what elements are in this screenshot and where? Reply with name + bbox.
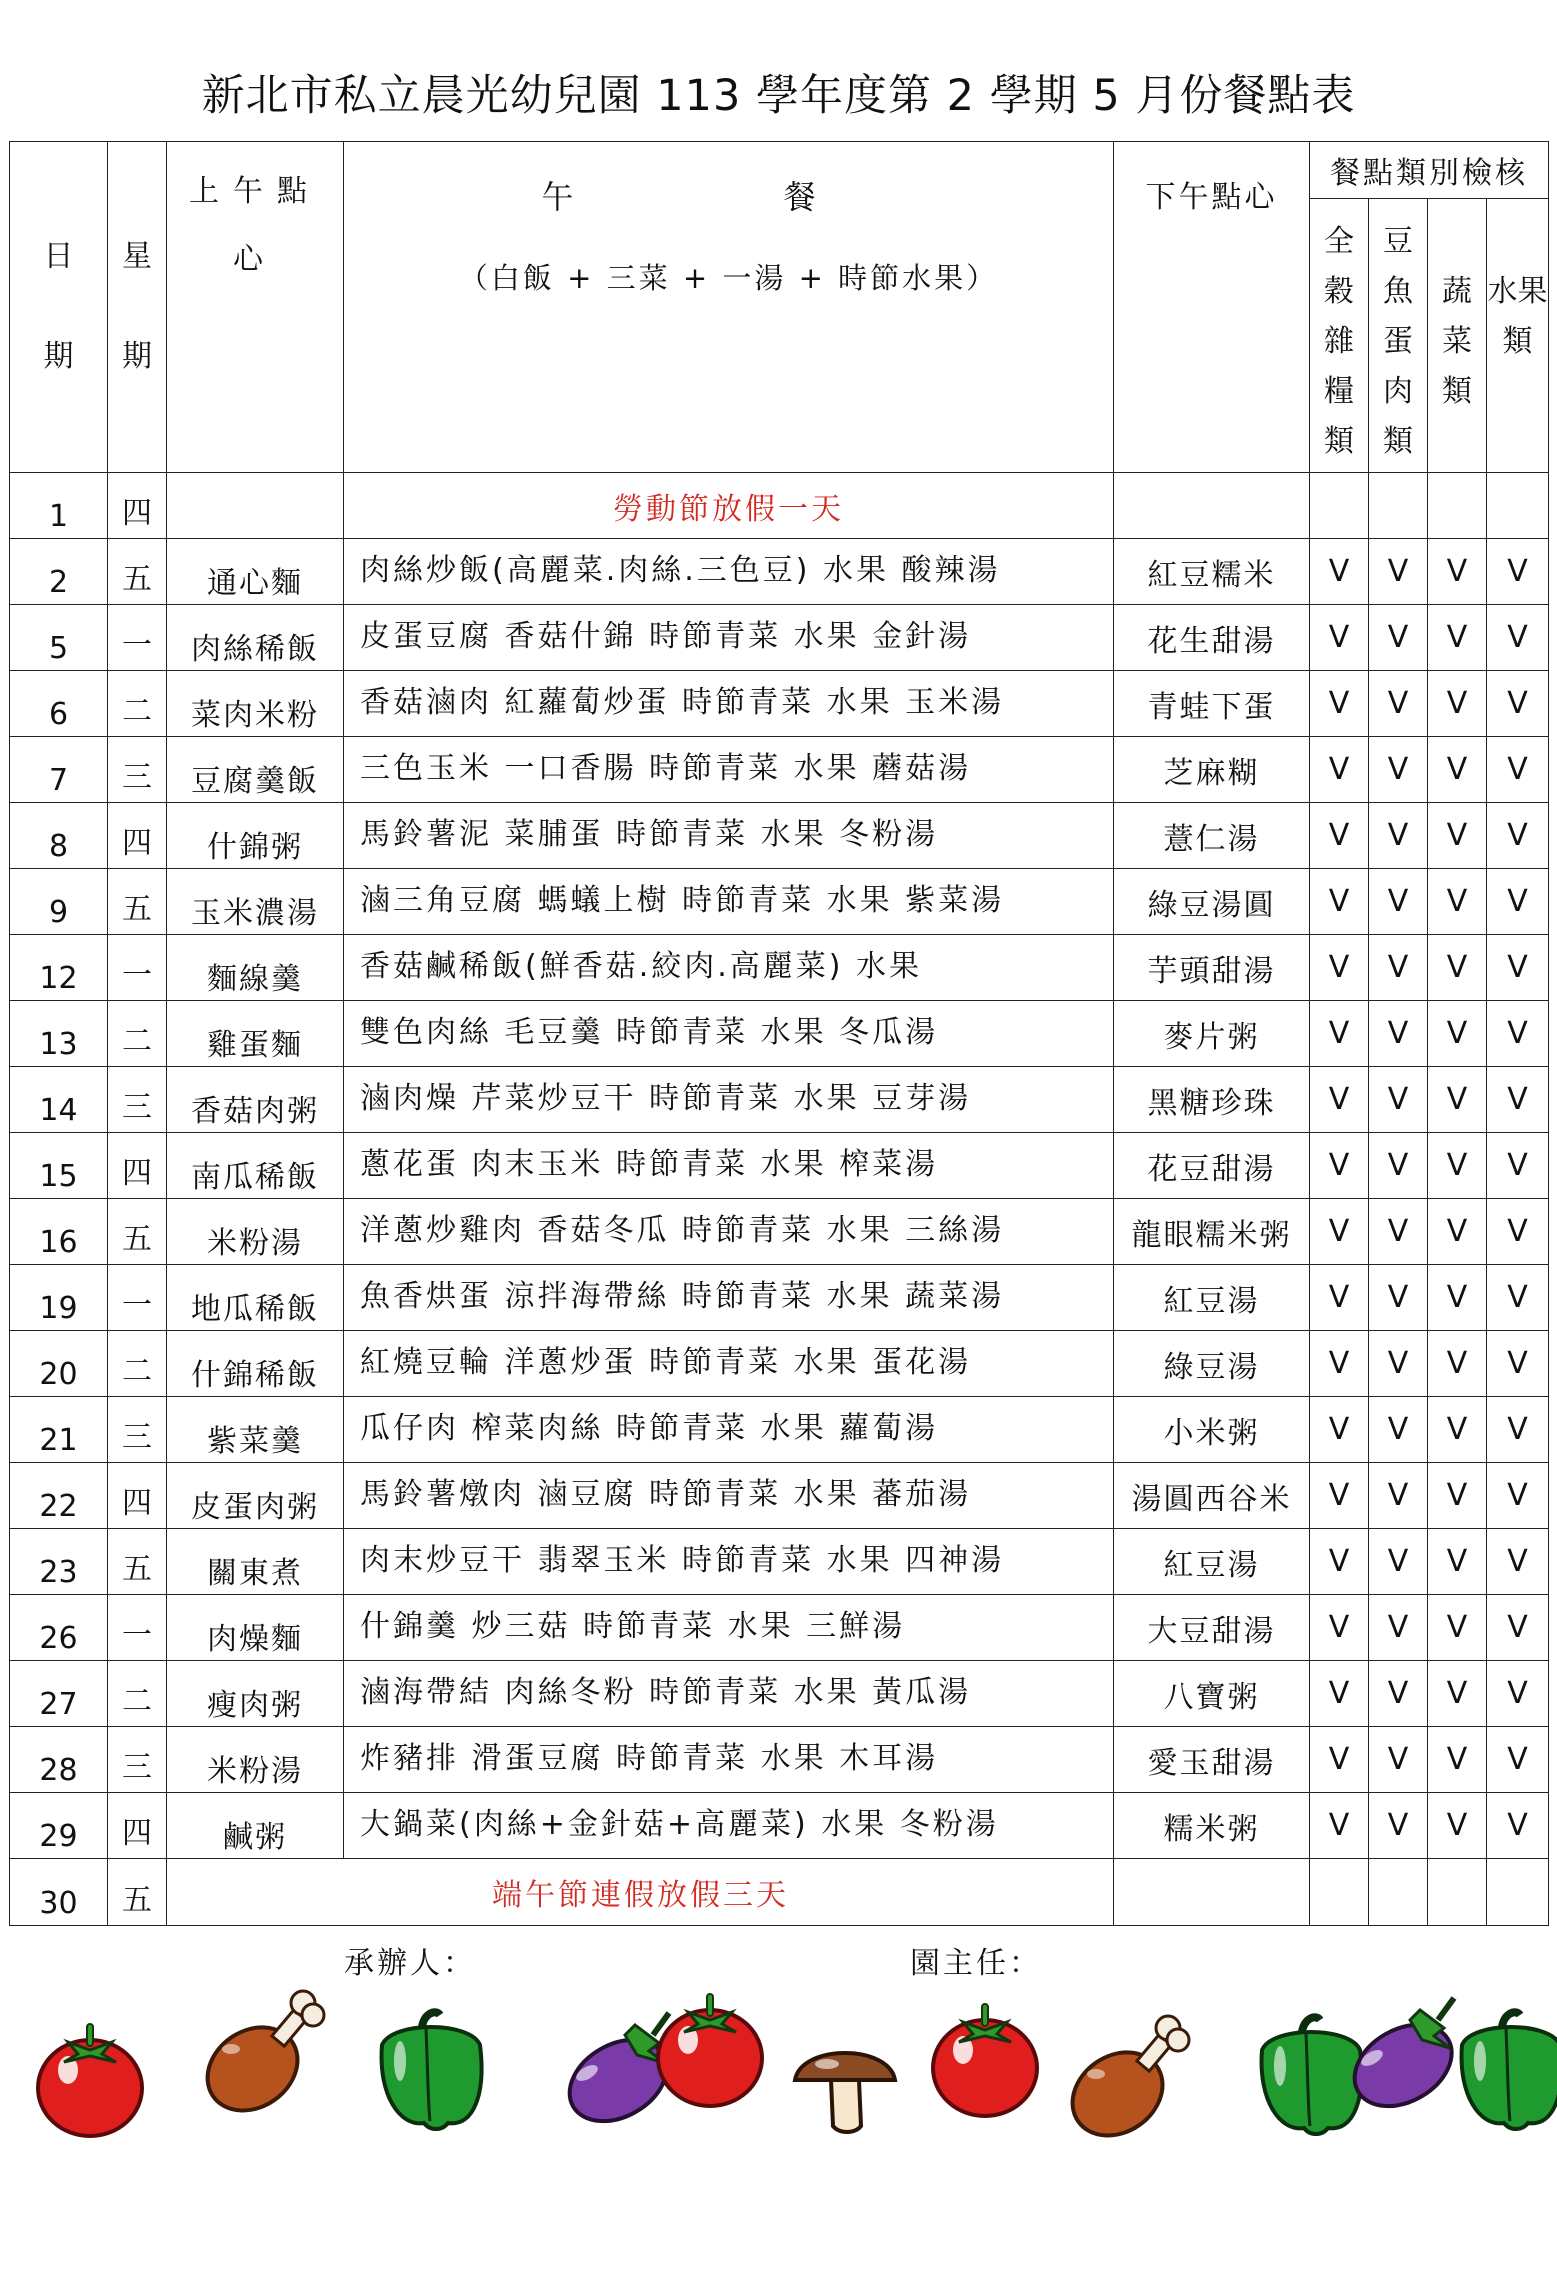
header-morning-snack: 上午點 心 xyxy=(167,142,344,473)
table-row xyxy=(10,1331,1549,1397)
drumstick-icon xyxy=(1056,2016,1189,2153)
check-fruit: V xyxy=(1487,671,1549,737)
check-protein xyxy=(1369,1859,1428,1926)
cell-afternoon-snack: 麥片粥 xyxy=(1114,1001,1310,1067)
check-fruit xyxy=(1487,473,1549,539)
check-grains: V xyxy=(1310,1661,1369,1727)
check-grains: V xyxy=(1310,803,1369,869)
check-protein: V xyxy=(1369,1595,1428,1661)
table-row xyxy=(10,1463,1549,1529)
cell-weekday: 四 xyxy=(108,1463,167,1529)
cell-weekday: 四 xyxy=(108,1793,167,1859)
check-fruit: V xyxy=(1487,869,1549,935)
cell-day: 27 xyxy=(10,1661,108,1727)
mushroom-icon xyxy=(795,2053,895,2132)
check-grains: V xyxy=(1310,1793,1369,1859)
cell-day: 2 xyxy=(10,539,108,605)
table-row xyxy=(10,1067,1549,1133)
tomato-icon xyxy=(933,2004,1037,2116)
cell-day: 6 xyxy=(10,671,108,737)
cell-afternoon-snack: 八寶粥 xyxy=(1114,1661,1310,1727)
meal-table xyxy=(9,141,1549,1926)
table-row xyxy=(10,1001,1549,1067)
check-protein: V xyxy=(1369,869,1428,935)
cell-weekday: 二 xyxy=(108,1661,167,1727)
cell-afternoon-snack: 綠豆湯 xyxy=(1114,1331,1310,1397)
cell-morning-snack: 地瓜稀飯 xyxy=(167,1265,344,1331)
cell-weekday: 二 xyxy=(108,1331,167,1397)
cell-weekday: 四 xyxy=(108,1133,167,1199)
check-protein: V xyxy=(1369,1199,1428,1265)
check-grains: V xyxy=(1310,605,1369,671)
check-grains: V xyxy=(1310,1133,1369,1199)
footer-handler: 承辦人： xyxy=(344,1946,476,1981)
check-vegetable: V xyxy=(1428,869,1487,935)
check-protein: V xyxy=(1369,605,1428,671)
check-fruit: V xyxy=(1487,1397,1549,1463)
header-lunch xyxy=(344,142,1114,473)
cell-lunch: 馬鈴薯泥 菜脯蛋 時節青菜 水果 冬粉湯 xyxy=(344,803,1114,869)
check-fruit: V xyxy=(1487,1661,1549,1727)
cell-morning-snack: 米粉湯 xyxy=(167,1727,344,1793)
cell-afternoon-snack: 愛玉甜湯 xyxy=(1114,1727,1310,1793)
cell-day: 5 xyxy=(10,605,108,671)
cell-morning-snack: 雞蛋麵 xyxy=(167,1001,344,1067)
cell-lunch: 滷肉燥 芹菜炒豆干 時節青菜 水果 豆芽湯 xyxy=(344,1067,1114,1133)
table-row xyxy=(10,1133,1549,1199)
cell-lunch: 馬鈴薯燉肉 滷豆腐 時節青菜 水果 蕃茄湯 xyxy=(344,1463,1114,1529)
check-protein: V xyxy=(1369,935,1428,1001)
check-protein: V xyxy=(1369,539,1428,605)
check-protein: V xyxy=(1369,1793,1428,1859)
cell-afternoon-snack: 小米粥 xyxy=(1114,1397,1310,1463)
table-row xyxy=(10,869,1549,935)
cell-weekday: 四 xyxy=(108,803,167,869)
cell-morning-snack: 肉燥麵 xyxy=(167,1595,344,1661)
green-pepper-icon xyxy=(382,2012,482,2129)
cell-day: 16 xyxy=(10,1199,108,1265)
cell-afternoon-snack: 青蛙下蛋 xyxy=(1114,671,1310,737)
check-vegetable: V xyxy=(1428,803,1487,869)
cell-day: 8 xyxy=(10,803,108,869)
check-protein: V xyxy=(1369,1067,1428,1133)
cell-morning-snack: 皮蛋肉粥 xyxy=(167,1463,344,1529)
cell-morning-snack: 豆腐羹飯 xyxy=(167,737,344,803)
check-grains xyxy=(1310,473,1369,539)
cell-holiday-notice: 端午節連假放假三天 xyxy=(167,1859,1114,1926)
check-grains: V xyxy=(1310,1463,1369,1529)
cell-weekday: 四 xyxy=(108,473,167,539)
cell-day: 9 xyxy=(10,869,108,935)
check-protein: V xyxy=(1369,1331,1428,1397)
cell-morning-snack: 什錦粥 xyxy=(167,803,344,869)
cell-weekday: 三 xyxy=(108,1397,167,1463)
table-row xyxy=(10,1397,1549,1463)
cell-afternoon-snack: 大豆甜湯 xyxy=(1114,1595,1310,1661)
cell-lunch: 紅燒豆輪 洋蔥炒蛋 時節青菜 水果 蛋花湯 xyxy=(344,1331,1114,1397)
header-afternoon-snack: 下午點心 xyxy=(1114,142,1310,473)
cell-lunch: 大鍋菜(肉絲+金針菇+高麗菜) 水果 冬粉湯 xyxy=(344,1793,1114,1859)
table-row xyxy=(10,605,1549,671)
check-grains: V xyxy=(1310,1529,1369,1595)
cell-lunch: 香菇鹹稀飯(鮮香菇.絞肉.高麗菜) 水果 xyxy=(344,935,1114,1001)
cell-weekday: 一 xyxy=(108,935,167,1001)
cell-lunch: 蔥花蛋 肉末玉米 時節青菜 水果 榨菜湯 xyxy=(344,1133,1114,1199)
check-protein: V xyxy=(1369,803,1428,869)
check-vegetable: V xyxy=(1428,1265,1487,1331)
cell-lunch: 炸豬排 滑蛋豆腐 時節青菜 水果 木耳湯 xyxy=(344,1727,1114,1793)
check-fruit: V xyxy=(1487,1727,1549,1793)
lunch-title: 午 餐 xyxy=(541,178,916,216)
table-row xyxy=(10,935,1549,1001)
cell-lunch: 魚香烘蛋 涼拌海帶絲 時節青菜 水果 蔬菜湯 xyxy=(344,1265,1114,1331)
cell-morning-snack: 什錦稀飯 xyxy=(167,1331,344,1397)
cell-day: 20 xyxy=(10,1331,108,1397)
cell-lunch: 肉末炒豆干 翡翠玉米 時節青菜 水果 四神湯 xyxy=(344,1529,1114,1595)
table-row xyxy=(10,1661,1549,1727)
cell-day: 13 xyxy=(10,1001,108,1067)
check-protein: V xyxy=(1369,1463,1428,1529)
cell-day: 7 xyxy=(10,737,108,803)
cell-lunch: 三色玉米 一口香腸 時節青菜 水果 蘑菇湯 xyxy=(344,737,1114,803)
table-row xyxy=(10,803,1549,869)
check-vegetable: V xyxy=(1428,1067,1487,1133)
check-vegetable: V xyxy=(1428,1727,1487,1793)
cell-afternoon-snack: 綠豆湯圓 xyxy=(1114,869,1310,935)
check-grains: V xyxy=(1310,935,1369,1001)
cell-lunch: 香菇滷肉 紅蘿蔔炒蛋 時節青菜 水果 玉米湯 xyxy=(344,671,1114,737)
cell-day: 29 xyxy=(10,1793,108,1859)
cell-afternoon-snack: 龍眼糯米粥 xyxy=(1114,1199,1310,1265)
cell-weekday: 五 xyxy=(108,869,167,935)
table-row xyxy=(10,1529,1549,1595)
header-category-protein: 豆魚蛋肉類 xyxy=(1369,199,1428,473)
cell-morning-snack: 鹹粥 xyxy=(167,1793,344,1859)
cell-day: 14 xyxy=(10,1067,108,1133)
cell-morning-snack: 玉米濃湯 xyxy=(167,869,344,935)
cell-afternoon-snack: 紅豆糯米 xyxy=(1114,539,1310,605)
cell-afternoon-snack: 花豆甜湯 xyxy=(1114,1133,1310,1199)
header-category-check: 餐點類別檢核 xyxy=(1310,142,1549,199)
footer-director: 園主任： xyxy=(910,1946,1042,1981)
check-protein: V xyxy=(1369,737,1428,803)
cell-afternoon-snack: 薏仁湯 xyxy=(1114,803,1310,869)
cell-morning-snack: 米粉湯 xyxy=(167,1199,344,1265)
cell-morning-snack: 麵線羹 xyxy=(167,935,344,1001)
cell-weekday: 五 xyxy=(108,539,167,605)
cell-day: 21 xyxy=(10,1397,108,1463)
header-category-grains: 全穀雜糧類 xyxy=(1310,199,1369,473)
check-protein: V xyxy=(1369,1661,1428,1727)
green-pepper-icon xyxy=(1462,2012,1557,2129)
cell-day: 19 xyxy=(10,1265,108,1331)
cell-morning-snack: 南瓜稀飯 xyxy=(167,1133,344,1199)
check-fruit: V xyxy=(1487,1793,1549,1859)
check-protein xyxy=(1369,473,1428,539)
check-vegetable xyxy=(1428,473,1487,539)
check-grains: V xyxy=(1310,1331,1369,1397)
cell-morning-snack: 關東煮 xyxy=(167,1529,344,1595)
table-row xyxy=(10,1199,1549,1265)
cell-day: 23 xyxy=(10,1529,108,1595)
cell-weekday: 三 xyxy=(108,737,167,803)
check-fruit xyxy=(1487,1859,1549,1926)
table-row xyxy=(10,539,1549,605)
check-fruit: V xyxy=(1487,539,1549,605)
check-fruit: V xyxy=(1487,1067,1549,1133)
check-protein: V xyxy=(1369,1001,1428,1067)
cell-weekday: 三 xyxy=(108,1067,167,1133)
cell-weekday: 一 xyxy=(108,605,167,671)
check-vegetable: V xyxy=(1428,1133,1487,1199)
header-category-vegetable: 蔬菜類 xyxy=(1428,199,1487,473)
check-fruit: V xyxy=(1487,1133,1549,1199)
cell-weekday: 三 xyxy=(108,1727,167,1793)
check-fruit: V xyxy=(1487,1529,1549,1595)
food-decoration-strip xyxy=(0,1985,1557,2155)
check-grains: V xyxy=(1310,539,1369,605)
check-fruit: V xyxy=(1487,1463,1549,1529)
check-vegetable: V xyxy=(1428,1529,1487,1595)
header-category-fruit: 水果類 xyxy=(1487,199,1549,473)
cell-afternoon-snack: 糯米粥 xyxy=(1114,1793,1310,1859)
check-protein: V xyxy=(1369,1265,1428,1331)
cell-afternoon-snack xyxy=(1114,473,1310,539)
check-vegetable: V xyxy=(1428,1199,1487,1265)
cell-lunch: 洋蔥炒雞肉 香菇冬瓜 時節青菜 水果 三絲湯 xyxy=(344,1199,1114,1265)
check-grains: V xyxy=(1310,1001,1369,1067)
check-fruit: V xyxy=(1487,803,1549,869)
table-row xyxy=(10,1727,1549,1793)
check-protein: V xyxy=(1369,1727,1428,1793)
check-vegetable xyxy=(1428,1859,1487,1926)
table-row xyxy=(10,1859,1549,1926)
check-protein: V xyxy=(1369,1529,1428,1595)
check-fruit: V xyxy=(1487,935,1549,1001)
cell-weekday: 五 xyxy=(108,1859,167,1926)
cell-lunch: 滷海帶結 肉絲冬粉 時節青菜 水果 黃瓜湯 xyxy=(344,1661,1114,1727)
cell-weekday: 一 xyxy=(108,1595,167,1661)
check-grains: V xyxy=(1310,869,1369,935)
cell-lunch: 滷三角豆腐 螞蟻上樹 時節青菜 水果 紫菜湯 xyxy=(344,869,1114,935)
green-pepper-icon xyxy=(1262,2017,1362,2134)
check-grains: V xyxy=(1310,671,1369,737)
cell-day: 12 xyxy=(10,935,108,1001)
check-protein: V xyxy=(1369,671,1428,737)
check-grains: V xyxy=(1310,1067,1369,1133)
check-grains: V xyxy=(1310,737,1369,803)
tomato-icon xyxy=(658,1994,762,2106)
cell-lunch: 肉絲炒飯(高麗菜.肉絲.三色豆) 水果 酸辣湯 xyxy=(344,539,1114,605)
cell-lunch: 瓜仔肉 榨菜肉絲 時節青菜 水果 蘿蔔湯 xyxy=(344,1397,1114,1463)
cell-day: 1 xyxy=(10,473,108,539)
check-vegetable: V xyxy=(1428,1397,1487,1463)
check-grains: V xyxy=(1310,1199,1369,1265)
cell-weekday: 二 xyxy=(108,671,167,737)
check-grains: V xyxy=(1310,1265,1369,1331)
check-vegetable: V xyxy=(1428,737,1487,803)
check-vegetable: V xyxy=(1428,1463,1487,1529)
page-title: 新北市私立晨光幼兒園 113 學年度第 2 學期 5 月份餐點表 xyxy=(201,71,1356,121)
drumstick-icon xyxy=(191,1991,324,2128)
check-fruit: V xyxy=(1487,1199,1549,1265)
header-day: 日 期 xyxy=(10,142,108,473)
lunch-subtitle: （白飯 + 三菜 + 一湯 + 時節水果） xyxy=(458,261,999,295)
check-vegetable: V xyxy=(1428,1661,1487,1727)
table-row xyxy=(10,737,1549,803)
cell-weekday: 一 xyxy=(108,1265,167,1331)
cell-morning-snack: 香菇肉粥 xyxy=(167,1067,344,1133)
cell-lunch: 皮蛋豆腐 香菇什錦 時節青菜 水果 金針湯 xyxy=(344,605,1114,671)
check-vegetable: V xyxy=(1428,1331,1487,1397)
check-fruit: V xyxy=(1487,737,1549,803)
cell-day: 22 xyxy=(10,1463,108,1529)
cell-morning-snack: 通心麵 xyxy=(167,539,344,605)
cell-morning-snack: 肉絲稀飯 xyxy=(167,605,344,671)
cell-afternoon-snack: 湯圓西谷米 xyxy=(1114,1463,1310,1529)
cell-weekday: 五 xyxy=(108,1199,167,1265)
cell-day: 30 xyxy=(10,1859,108,1926)
check-vegetable: V xyxy=(1428,539,1487,605)
check-grains: V xyxy=(1310,1595,1369,1661)
check-grains: V xyxy=(1310,1397,1369,1463)
cell-afternoon-snack xyxy=(1114,1859,1310,1926)
cell-day: 26 xyxy=(10,1595,108,1661)
cell-morning-snack: 紫菜羹 xyxy=(167,1397,344,1463)
cell-day: 15 xyxy=(10,1133,108,1199)
cell-afternoon-snack: 芋頭甜湯 xyxy=(1114,935,1310,1001)
cell-afternoon-snack: 紅豆湯 xyxy=(1114,1529,1310,1595)
cell-afternoon-snack: 黑糖珍珠 xyxy=(1114,1067,1310,1133)
tomato-icon xyxy=(38,2024,142,2136)
header-weekday: 星 期 xyxy=(108,142,167,473)
cell-day: 28 xyxy=(10,1727,108,1793)
cell-morning-snack: 菜肉米粉 xyxy=(167,671,344,737)
cell-morning-snack: 瘦肉粥 xyxy=(167,1661,344,1727)
check-fruit: V xyxy=(1487,1001,1549,1067)
check-vegetable: V xyxy=(1428,671,1487,737)
check-fruit: V xyxy=(1487,1595,1549,1661)
check-vegetable: V xyxy=(1428,1595,1487,1661)
cell-lunch: 什錦羹 炒三菇 時節青菜 水果 三鮮湯 xyxy=(344,1595,1114,1661)
check-fruit: V xyxy=(1487,1331,1549,1397)
check-grains: V xyxy=(1310,1727,1369,1793)
check-vegetable: V xyxy=(1428,605,1487,671)
cell-weekday: 五 xyxy=(108,1529,167,1595)
check-vegetable: V xyxy=(1428,1793,1487,1859)
cell-weekday: 二 xyxy=(108,1001,167,1067)
check-fruit: V xyxy=(1487,1265,1549,1331)
cell-lunch: 雙色肉絲 毛豆羹 時節青菜 水果 冬瓜湯 xyxy=(344,1001,1114,1067)
cell-holiday-notice: 勞動節放假一天 xyxy=(344,473,1114,539)
cell-afternoon-snack: 紅豆湯 xyxy=(1114,1265,1310,1331)
table-row xyxy=(10,473,1549,539)
check-vegetable: V xyxy=(1428,935,1487,1001)
table-row xyxy=(10,1265,1549,1331)
table-row xyxy=(10,1793,1549,1859)
check-protein: V xyxy=(1369,1397,1428,1463)
check-fruit: V xyxy=(1487,605,1549,671)
table-row xyxy=(10,1595,1549,1661)
check-vegetable: V xyxy=(1428,1001,1487,1067)
cell-afternoon-snack: 花生甜湯 xyxy=(1114,605,1310,671)
cell-afternoon-snack: 芝麻糊 xyxy=(1114,737,1310,803)
cell-morning-snack xyxy=(167,473,344,539)
check-protein: V xyxy=(1369,1133,1428,1199)
table-row xyxy=(10,671,1549,737)
check-grains xyxy=(1310,1859,1369,1926)
